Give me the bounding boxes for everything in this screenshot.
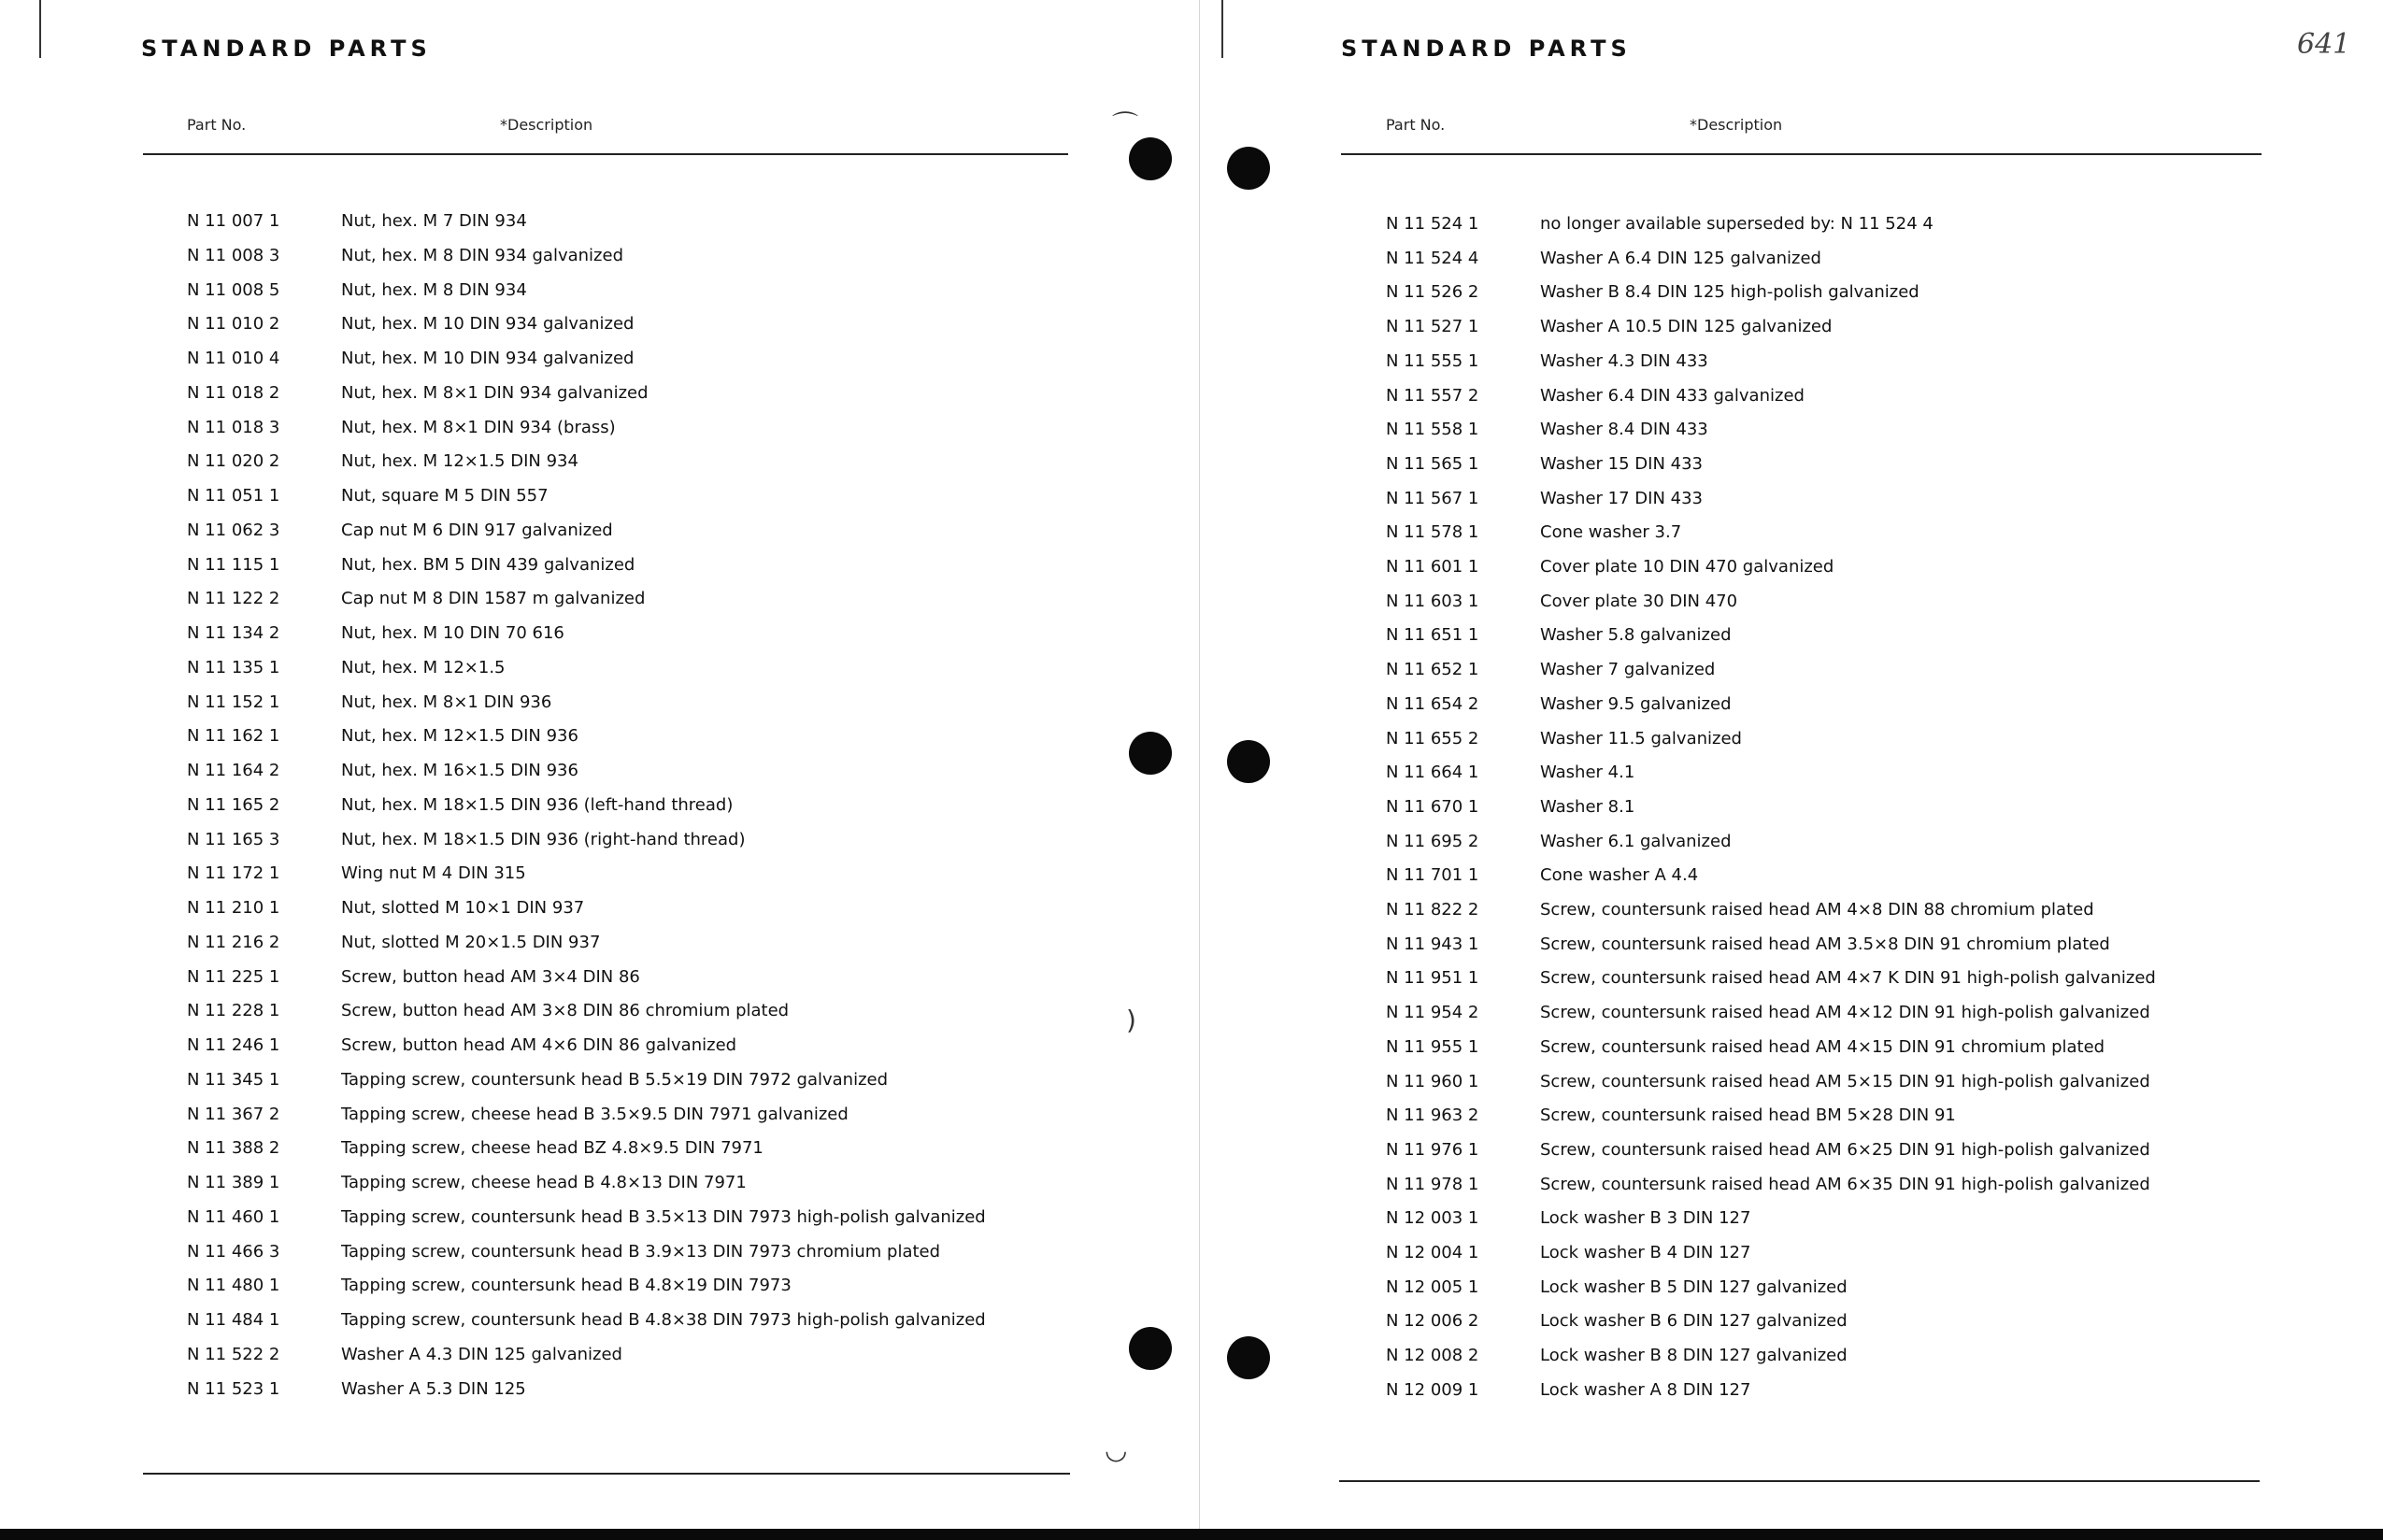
punch-hole-middle xyxy=(1227,740,1270,783)
part-number: N 11 210 1 xyxy=(187,898,280,918)
part-description: Lock washer A 8 DIN 127 xyxy=(1540,1379,1751,1400)
part-description: Nut, hex. M 8×1 DIN 936 xyxy=(341,692,552,712)
part-description: Washer 17 DIN 433 xyxy=(1540,488,1703,508)
part-number: N 11 164 2 xyxy=(187,761,280,780)
footer-rule xyxy=(1339,1480,2260,1482)
part-number: N 11 134 2 xyxy=(187,623,280,643)
table-row xyxy=(1199,862,2383,890)
table-row xyxy=(0,1169,1199,1197)
part-description: Cover plate 30 DIN 470 xyxy=(1540,591,1738,611)
table-row xyxy=(1199,1376,2383,1405)
table-row xyxy=(0,1066,1199,1094)
part-number: N 12 008 2 xyxy=(1386,1346,1479,1366)
part-number: N 11 008 3 xyxy=(187,245,280,265)
part-number: N 11 651 1 xyxy=(1386,625,1479,646)
table-row xyxy=(1199,1205,2383,1233)
part-description: Washer A 10.5 DIN 125 galvanized xyxy=(1540,317,1833,337)
part-description: Nut, hex. M 12×1.5 xyxy=(341,657,506,677)
part-number: N 11 557 2 xyxy=(1386,385,1479,406)
part-number: N 11 524 1 xyxy=(1386,214,1479,234)
part-number: N 11 122 2 xyxy=(187,589,280,609)
punch-hole-middle xyxy=(1129,732,1172,775)
part-number: N 11 578 1 xyxy=(1386,522,1479,543)
part-description: Tapping screw, countersunk head B 3.9×13 DIN 7973 chromium plated xyxy=(341,1241,941,1262)
part-number: N 11 524 4 xyxy=(1386,248,1479,268)
part-number: N 12 004 1 xyxy=(1386,1243,1479,1262)
table-row xyxy=(1199,210,2383,238)
part-description: Cone washer 3.7 xyxy=(1540,522,1682,543)
part-number: N 11 008 5 xyxy=(187,279,280,300)
part-number: N 11 007 1 xyxy=(187,211,280,231)
part-number: N 11 389 1 xyxy=(187,1173,280,1192)
part-number: N 11 367 2 xyxy=(187,1104,280,1124)
part-description: Washer 8.4 DIN 433 xyxy=(1540,420,1708,440)
part-description: Tapping screw, countersunk head B 4.8×19 DIN 7973 xyxy=(341,1276,792,1296)
table-row xyxy=(1199,828,2383,856)
table-row xyxy=(1199,1068,2383,1096)
table-row xyxy=(1199,416,2383,444)
table-row xyxy=(0,517,1199,545)
part-number: N 11 652 1 xyxy=(1386,660,1479,680)
part-description: Washer 4.3 DIN 433 xyxy=(1540,350,1708,371)
part-description: Screw, countersunk raised head AM 4×12 DIN 91 high-polish galvanized xyxy=(1540,1003,2150,1023)
part-description: Screw, countersunk raised head AM 4×8 DIN 88 chromium plated xyxy=(1540,900,2094,920)
part-number: N 11 523 1 xyxy=(187,1378,280,1399)
table-row xyxy=(1199,964,2383,992)
column-header-description: *Description xyxy=(500,116,593,134)
part-description: Nut, slotted M 10×1 DIN 937 xyxy=(341,898,585,918)
part-description: Nut, hex. M 8×1 DIN 934 galvanized xyxy=(341,382,649,403)
table-row xyxy=(0,1376,1199,1404)
part-description: Cone washer A 4.4 xyxy=(1540,865,1699,886)
table-row xyxy=(1199,793,2383,821)
part-number: N 11 963 2 xyxy=(1386,1105,1479,1126)
part-description: Nut, slotted M 20×1.5 DIN 937 xyxy=(341,932,601,952)
part-number: N 11 165 2 xyxy=(187,794,280,815)
part-description: Tapping screw, countersunk head B 5.5×19 DIN 7972 galvanized xyxy=(341,1069,889,1090)
table-row xyxy=(1199,1307,2383,1335)
part-description: Tapping screw, countersunk head B 3.5×13 DIN 7973 high-polish galvanized xyxy=(341,1206,986,1227)
table-row xyxy=(0,1204,1199,1232)
part-description: Washer A 6.4 DIN 125 galvanized xyxy=(1540,248,1821,268)
part-number: N 11 954 2 xyxy=(1386,1003,1479,1023)
part-description: Tapping screw, cheese head B 3.5×9.5 DIN 7971 galvanized xyxy=(341,1104,849,1124)
table-row xyxy=(0,585,1199,613)
part-number: N 11 951 1 xyxy=(1386,968,1479,989)
part-description: Washer 5.8 galvanized xyxy=(1540,625,1732,646)
part-description: Lock washer B 6 DIN 127 galvanized xyxy=(1540,1311,1848,1332)
table-row xyxy=(1199,1342,2383,1370)
part-number: N 11 172 1 xyxy=(187,863,280,884)
part-number: N 11 162 1 xyxy=(187,726,280,747)
table-row xyxy=(0,963,1199,991)
scan-artifact-paren: ) xyxy=(1126,1005,1136,1035)
part-description: Cap nut M 8 DIN 1587 m galvanized xyxy=(341,589,646,609)
part-description: Wing nut M 4 DIN 315 xyxy=(341,863,526,884)
table-row xyxy=(1199,621,2383,649)
part-number: N 11 480 1 xyxy=(187,1276,280,1296)
part-number: N 11 135 1 xyxy=(187,657,280,677)
scan-artifact-arc: ⌒ xyxy=(1112,109,1139,140)
table-row xyxy=(0,620,1199,648)
table-row xyxy=(0,689,1199,717)
table-row xyxy=(0,1101,1199,1129)
part-number: N 11 976 1 xyxy=(1386,1139,1479,1160)
punch-hole-top xyxy=(1227,147,1270,190)
part-description: no longer available superseded by: N 11 524 4 xyxy=(1540,214,1934,234)
table-row xyxy=(0,482,1199,510)
table-row xyxy=(1199,691,2383,719)
part-description: Washer B 8.4 DIN 125 high-polish galvanized xyxy=(1540,282,1919,303)
table-row xyxy=(0,277,1199,305)
part-number: N 11 165 3 xyxy=(187,829,280,849)
part-description: Nut, hex. M 18×1.5 DIN 936 (left-hand thread) xyxy=(341,794,734,815)
part-number: N 11 701 1 xyxy=(1386,865,1479,886)
parts-list xyxy=(0,0,1199,1529)
table-row xyxy=(1199,1034,2383,1062)
table-row xyxy=(0,1341,1199,1369)
part-number: N 12 005 1 xyxy=(1386,1276,1479,1297)
table-row xyxy=(0,1306,1199,1334)
part-description: Tapping screw, countersunk head B 4.8×38 DIN 7973 high-polish galvanized xyxy=(341,1310,986,1330)
part-number: N 11 601 1 xyxy=(1386,557,1479,577)
part-number: N 11 555 1 xyxy=(1386,350,1479,371)
part-description: Nut, hex. M 8×1 DIN 934 (brass) xyxy=(341,417,616,437)
table-row xyxy=(1199,245,2383,273)
part-number: N 11 345 1 xyxy=(187,1069,280,1090)
part-number: N 11 152 1 xyxy=(187,692,280,712)
part-description: Washer 9.5 galvanized xyxy=(1540,693,1732,714)
part-description: Cover plate 10 DIN 470 galvanized xyxy=(1540,557,1834,577)
table-row xyxy=(1199,485,2383,513)
part-number: N 11 225 1 xyxy=(187,966,280,987)
part-number: N 11 565 1 xyxy=(1386,453,1479,474)
part-description: Nut, hex. M 12×1.5 DIN 934 xyxy=(341,451,578,472)
part-description: Washer A 5.3 DIN 125 xyxy=(341,1378,526,1399)
table-row xyxy=(0,379,1199,407)
part-number: N 12 006 2 xyxy=(1386,1311,1479,1332)
table-row xyxy=(0,345,1199,373)
table-row xyxy=(1199,450,2383,478)
part-description: Nut, hex. M 8 DIN 934 galvanized xyxy=(341,245,623,265)
table-row xyxy=(0,1134,1199,1162)
part-number: N 11 018 3 xyxy=(187,417,280,437)
part-description: Tapping screw, cheese head BZ 4.8×9.5 DIN 7971 xyxy=(341,1138,763,1159)
part-number: N 11 822 2 xyxy=(1386,900,1479,920)
part-description: Nut, hex. M 10 DIN 934 galvanized xyxy=(341,349,635,368)
table-row xyxy=(0,1272,1199,1300)
part-description: Washer 11.5 galvanized xyxy=(1540,728,1742,749)
punch-hole-top xyxy=(1129,137,1172,180)
part-number: N 11 020 2 xyxy=(187,451,280,472)
part-number: N 11 558 1 xyxy=(1386,420,1479,440)
part-description: Nut, hex. M 16×1.5 DIN 936 xyxy=(341,761,578,780)
part-description: Washer A 4.3 DIN 125 galvanized xyxy=(341,1344,622,1364)
table-row xyxy=(1199,999,2383,1027)
part-description: Screw, countersunk raised head AM 5×15 DIN 91 high-polish galvanized xyxy=(1540,1071,2150,1091)
column-header-part-no: Part No. xyxy=(1386,116,1446,134)
table-row xyxy=(1199,725,2383,753)
part-description: Washer 8.1 xyxy=(1540,796,1635,817)
part-description: Washer 15 DIN 433 xyxy=(1540,453,1703,474)
part-number: N 11 460 1 xyxy=(187,1206,280,1227)
part-description: Screw, countersunk raised head AM 4×7 K DIN 91 high-polish galvanized xyxy=(1540,968,2156,989)
table-row xyxy=(1199,656,2383,684)
part-description: Cap nut M 6 DIN 917 galvanized xyxy=(341,520,613,540)
table-row xyxy=(0,654,1199,682)
part-description: Lock washer B 5 DIN 127 galvanized xyxy=(1540,1276,1848,1297)
table-row xyxy=(0,894,1199,922)
table-row xyxy=(1199,588,2383,616)
table-row xyxy=(1199,759,2383,787)
part-description: Nut, square M 5 DIN 557 xyxy=(341,486,549,506)
scan-edge-band xyxy=(0,1529,2383,1540)
table-row xyxy=(0,1238,1199,1266)
part-number: N 11 527 1 xyxy=(1386,317,1479,337)
part-description: Screw, countersunk raised head AM 3.5×8 DIN 91 chromium plated xyxy=(1540,934,2110,954)
part-description: Washer 7 galvanized xyxy=(1540,660,1716,680)
part-number: N 11 567 1 xyxy=(1386,488,1479,508)
table-row xyxy=(1199,931,2383,959)
part-description: Lock washer B 3 DIN 127 xyxy=(1540,1208,1751,1229)
table-row xyxy=(1199,278,2383,307)
part-description: Nut, hex. M 12×1.5 DIN 936 xyxy=(341,726,578,747)
table-row xyxy=(0,826,1199,854)
footer-rule xyxy=(143,1473,1070,1475)
part-number: N 11 010 4 xyxy=(187,349,280,368)
table-row xyxy=(0,997,1199,1025)
part-description: Nut, hex. M 18×1.5 DIN 936 (right-hand thread) xyxy=(341,829,746,849)
part-number: N 11 388 2 xyxy=(187,1138,280,1159)
column-header-part-no: Part No. xyxy=(187,116,247,134)
table-row xyxy=(1199,1102,2383,1130)
table-row xyxy=(1199,348,2383,376)
part-number: N 11 246 1 xyxy=(187,1035,280,1055)
table-row xyxy=(1199,1136,2383,1164)
part-number: N 11 526 2 xyxy=(1386,282,1479,303)
part-description: Screw, button head AM 3×4 DIN 86 xyxy=(341,966,640,987)
part-description: Washer 6.1 galvanized xyxy=(1540,831,1732,851)
table-row xyxy=(1199,553,2383,581)
part-number: N 11 522 2 xyxy=(187,1344,280,1364)
table-row xyxy=(0,551,1199,579)
part-number: N 11 960 1 xyxy=(1386,1071,1479,1091)
part-number: N 11 695 2 xyxy=(1386,831,1479,851)
parts-list xyxy=(1199,0,2383,1529)
part-number: N 11 216 2 xyxy=(187,932,280,952)
table-row xyxy=(0,310,1199,338)
part-description: Screw, button head AM 3×8 DIN 86 chromium plated xyxy=(341,1001,790,1021)
table-row xyxy=(0,448,1199,476)
part-number: N 12 009 1 xyxy=(1386,1379,1479,1400)
handwritten-page-number: 641 xyxy=(2297,28,2351,61)
table-row xyxy=(1199,382,2383,410)
part-description: Lock washer B 8 DIN 127 galvanized xyxy=(1540,1346,1848,1366)
page-title: STANDARD PARTS xyxy=(141,36,432,62)
table-row xyxy=(0,860,1199,888)
table-row xyxy=(0,791,1199,820)
part-description: Nut, hex. M 8 DIN 934 xyxy=(341,279,527,300)
page-title: STANDARD PARTS xyxy=(1341,36,1632,62)
part-description: Screw, countersunk raised head AM 6×25 DIN 91 high-polish galvanized xyxy=(1540,1139,2150,1160)
scan-artifact-curve: ◡ xyxy=(1105,1434,1128,1465)
part-description: Nut, hex. M 7 DIN 934 xyxy=(341,211,527,231)
part-description: Screw, countersunk raised head AM 6×35 DIN 91 high-polish galvanized xyxy=(1540,1174,2150,1194)
punch-hole-bottom xyxy=(1129,1327,1172,1370)
part-number: N 11 115 1 xyxy=(187,554,280,575)
table-row xyxy=(0,722,1199,750)
table-row xyxy=(1199,313,2383,341)
part-description: Tapping screw, cheese head B 4.8×13 DIN 7971 xyxy=(341,1173,747,1192)
part-number: N 11 978 1 xyxy=(1386,1174,1479,1194)
table-row xyxy=(1199,1274,2383,1302)
table-row xyxy=(1199,1239,2383,1267)
table-row xyxy=(1199,1171,2383,1199)
part-number: N 11 062 3 xyxy=(187,520,280,540)
part-number: N 11 654 2 xyxy=(1386,693,1479,714)
part-description: Nut, hex. M 10 DIN 934 galvanized xyxy=(341,314,635,335)
part-number: N 11 051 1 xyxy=(187,486,280,506)
part-number: N 11 670 1 xyxy=(1386,796,1479,817)
part-number: N 11 010 2 xyxy=(187,314,280,335)
part-number: N 12 003 1 xyxy=(1386,1208,1479,1229)
part-description: Washer 4.1 xyxy=(1540,763,1635,783)
table-row xyxy=(0,929,1199,957)
table-row xyxy=(0,757,1199,785)
part-description: Lock washer B 4 DIN 127 xyxy=(1540,1243,1751,1262)
part-description: Nut, hex. BM 5 DIN 439 galvanized xyxy=(341,554,635,575)
part-number: N 11 955 1 xyxy=(1386,1036,1479,1057)
part-number: N 11 664 1 xyxy=(1386,763,1479,783)
part-description: Screw, countersunk raised head AM 4×15 DIN 91 chromium plated xyxy=(1540,1036,2105,1057)
part-number: N 11 228 1 xyxy=(187,1001,280,1021)
part-number: N 11 603 1 xyxy=(1386,591,1479,611)
table-row xyxy=(1199,519,2383,547)
part-description: Screw, countersunk raised head BM 5×28 DIN 91 xyxy=(1540,1105,1956,1126)
part-description: Nut, hex. M 10 DIN 70 616 xyxy=(341,623,564,643)
right-page xyxy=(1199,0,2383,1529)
part-number: N 11 943 1 xyxy=(1386,934,1479,954)
column-header-description: *Description xyxy=(1690,116,1783,134)
part-number: N 11 484 1 xyxy=(187,1310,280,1330)
table-row xyxy=(0,1032,1199,1060)
left-page xyxy=(0,0,1199,1529)
punch-hole-bottom xyxy=(1227,1336,1270,1379)
table-row xyxy=(1199,896,2383,924)
table-row xyxy=(0,207,1199,235)
part-number: N 11 466 3 xyxy=(187,1241,280,1262)
table-row xyxy=(0,242,1199,270)
part-number: N 11 655 2 xyxy=(1386,728,1479,749)
part-description: Washer 6.4 DIN 433 galvanized xyxy=(1540,385,1805,406)
table-row xyxy=(0,414,1199,442)
part-number: N 11 018 2 xyxy=(187,382,280,403)
part-description: Screw, button head AM 4×6 DIN 86 galvanized xyxy=(341,1035,737,1055)
